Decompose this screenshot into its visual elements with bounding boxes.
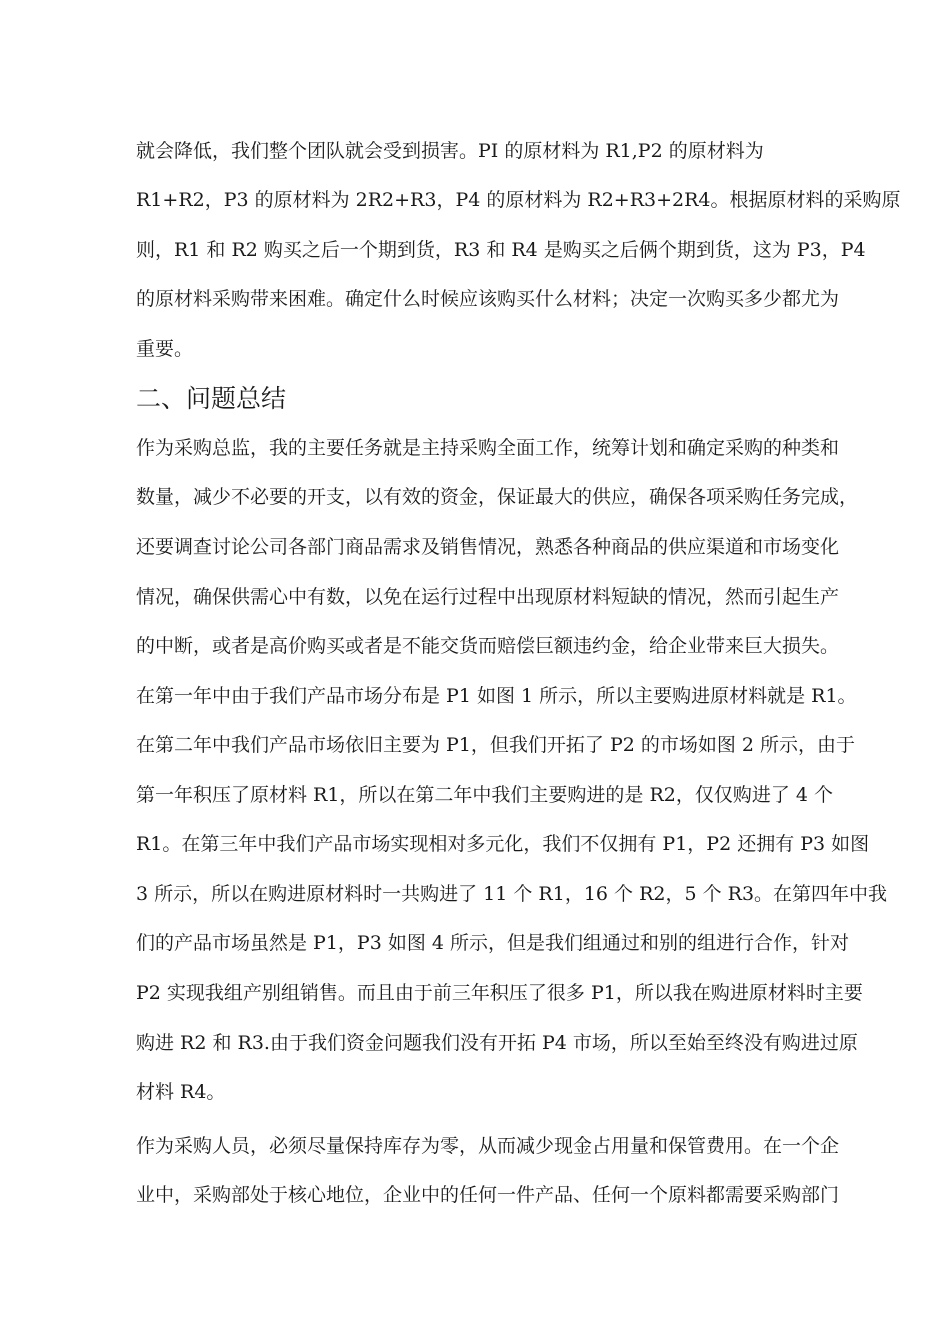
paragraph-line: 情况，确保供需心中有数，以免在运行过程中出现原材料短缺的情况，然而引起生产: [136, 586, 840, 608]
paragraph-line: 的中断，或者是高价购买或者是不能交货而赔偿巨额违约金，给企业带来巨大损失。: [136, 635, 840, 657]
paragraph-line: 就会降低，我们整个团队就会受到损害。PI 的原材料为 R1,P2 的原材料为: [136, 140, 764, 162]
paragraph-line: R1。在第三年中我们产品市场实现相对多元化，我们不仅拥有 P1，P2 还拥有 P3 如图: [136, 833, 870, 855]
paragraph-line: 在第一年中由于我们产品市场分布是 P1 如图 1 所示，所以主要购进原材料就是 R1。: [136, 685, 857, 707]
paragraph-line: 们的产品市场虽然是 P1，P3 如图 4 所示，但是我们组通过和别的组进行合作，针对: [136, 932, 849, 954]
section-heading: 二、问题总结: [136, 384, 287, 413]
paragraph-line: 在第二年中我们产品市场依旧主要为 P1，但我们开拓了 P2 的市场如图 2 所示，由于: [136, 734, 856, 756]
paragraph-line: 的原材料采购带来困难。确定什么时候应该购买什么材料；决定一次购买多少都尤为: [136, 288, 840, 310]
paragraph-line: 业中，采购部处于核心地位，企业中的任何一件产品、任何一个原料都需要采购部门: [136, 1184, 840, 1206]
paragraph-line: 还要调查讨论公司各部门商品需求及销售情况，熟悉各种商品的供应渠道和市场变化: [136, 536, 840, 558]
paragraph-line: 材料 R4。: [136, 1081, 226, 1103]
paragraph-line: 第一年积压了原材料 R1，所以在第二年中我们主要购进的是 R2，仅仅购进了 4 个: [136, 784, 834, 806]
paragraph-line: 3 所示，所以在购进原材料时一共购进了 11 个 R1，16 个 R2，5 个 R3。在第四年中我: [136, 883, 888, 905]
paragraph-line: 作为采购总监，我的主要任务就是主持采购全面工作，统筹计划和确定采购的种类和: [136, 437, 840, 459]
paragraph-line: 重要。: [136, 338, 194, 360]
paragraph-line: 则，R1 和 R2 购买之后一个期到货，R3 和 R4 是购买之后俩个期到货，这为 P3，P4: [136, 239, 866, 261]
paragraph-line: 数量，减少不必要的开支，以有效的资金，保证最大的供应，确保各项采购任务完成，: [136, 486, 859, 508]
paragraph-line: 购进 R2 和 R3.由于我们资金问题我们没有开拓 P4 市场，所以至始至终没有购进过原: [136, 1032, 858, 1054]
paragraph-line: 作为采购人员，必须尽量保持库存为零，从而减少现金占用量和保管费用。在一个企: [136, 1135, 840, 1157]
paragraph-line: P2 实现我组产别组销售。而且由于前三年积压了很多 P1，所以我在购进原材料时主要: [136, 982, 863, 1004]
paragraph-line: R1+R2，P3 的原材料为 2R2+R3，P4 的原材料为 R2+R3+2R4。根据原材料的采购原: [136, 189, 901, 211]
